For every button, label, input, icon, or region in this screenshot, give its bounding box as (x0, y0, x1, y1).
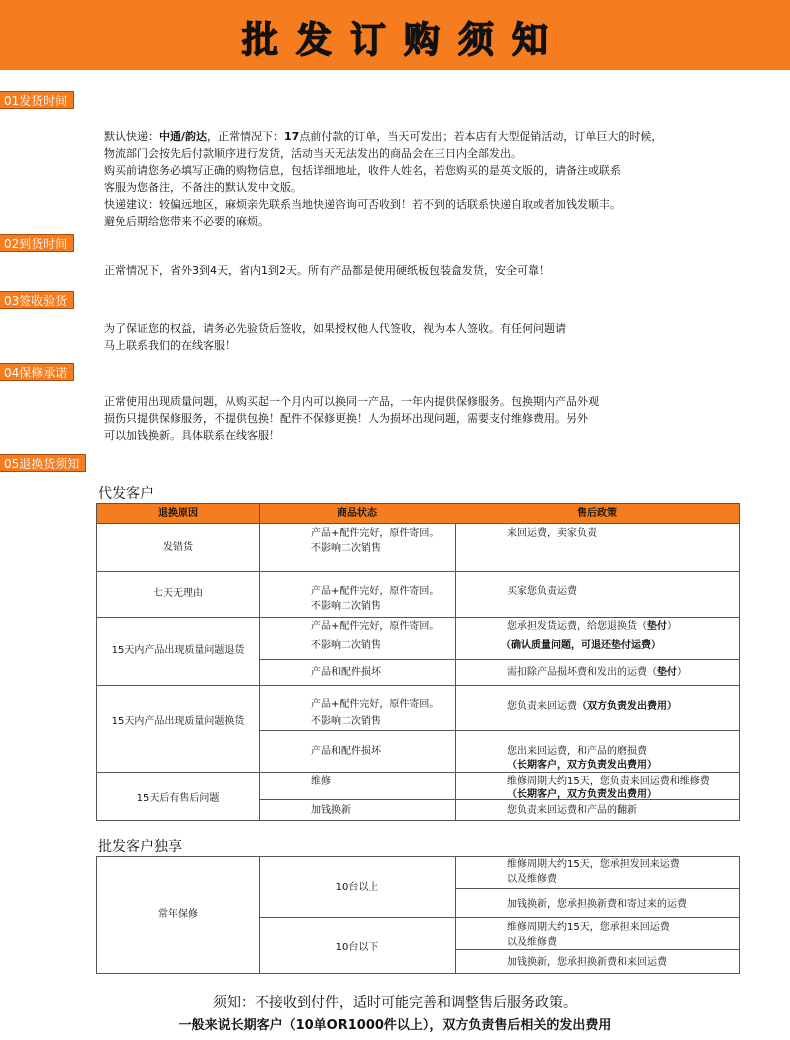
policy-line: 以及维修费 (507, 937, 557, 948)
text-line: 购买前请您务必填写正确的购物信息，包括详细地址，收件人姓名，若您购买的是英文版的，请备注或联系 (104, 164, 621, 177)
text-line: 马上联系我们的在线客服！ (104, 339, 236, 352)
table-title-dropship: 代发客户 (98, 486, 154, 502)
reason-seven-day: 七天无理由 (153, 588, 203, 599)
divider (455, 949, 739, 950)
state-line: 不影响二次销售 (311, 640, 381, 651)
policy-line: 您出来回运费，和产品的磨损费 (507, 746, 647, 757)
policy-line: 以及维修费 (507, 874, 557, 885)
section-text-warranty (104, 393, 744, 444)
state-line: 产品和配件损坏 (311, 667, 381, 678)
title-banner (0, 0, 790, 70)
text-line: 默认快递：中通/韵达，正常情况下：17点前付款的订单，当天可发出；若本店有大型促销活动，订单巨大的时候， (104, 130, 663, 143)
reason-quality-return: 15天内产品出现质量问题退货 (111, 645, 245, 656)
reason-lifetime-warranty: 常年保修 (158, 909, 198, 920)
section-label-returns: 05退换货须知 (0, 454, 86, 472)
table-dropship (96, 503, 740, 821)
divider (259, 917, 739, 918)
section-label-warranty: 04保修承诺 (0, 363, 74, 381)
section-text-inspection (104, 320, 744, 354)
divider (97, 617, 739, 618)
policy-line: 您承担发货运费，给您退换货（垫付） (507, 621, 677, 632)
divider (259, 857, 260, 973)
section-label-shipping-time: 01发货时间 (0, 91, 74, 109)
divider (97, 685, 739, 686)
section-label-arrival-time: 02到货时间 (0, 234, 74, 252)
header-reason: 退换原因 (97, 504, 259, 524)
reason-wrong-item: 发错货 (163, 542, 193, 553)
text-line: 快递建议：较偏远地区，麻烦亲先联系当地快递咨询可否收到！若不到的话联系快递自取或者加钱发顺丰。 (104, 198, 621, 211)
text-line: 物流部门会按先后付款顺序进行发货，活动当天无法发出的商品会在三日内全部发出。 (104, 147, 522, 160)
reason-after-15-days: 15天后有售后问题 (136, 793, 220, 804)
header-state: 商品状态 (259, 504, 455, 524)
state-line: 维修 (311, 776, 331, 787)
policy-line: （长期客户，双方负责发出费用） (507, 789, 657, 800)
divider (455, 524, 456, 820)
section-label-inspection: 03签收验货 (0, 291, 74, 309)
divider (259, 730, 739, 731)
divider (97, 571, 739, 572)
policy-line: 来回运费，卖家负责 (507, 528, 597, 539)
section-text-arrival-time (104, 262, 744, 279)
divider (259, 659, 739, 660)
policy-line: 需扣除产品损坏费和发出的运费（垫付） (507, 667, 687, 678)
state-line: 不影响二次销售 (311, 543, 381, 554)
policy-line: 加钱换新，您承担换新费和寄过来的运费 (507, 899, 687, 910)
text-line: 正常情况下，省外3到4天，省内1到2天。所有产品都是使用硬纸板包装盒发货，安全可靠！ (104, 264, 550, 277)
text-line: 正常使用出现质量问题，从购买起一个月内可以换同一产品，一年内提供保修服务。包换期内产品外观 (104, 395, 599, 408)
divider (259, 799, 739, 800)
policy-line: 维修周期大约15天，您负责来回运费和维修费 (507, 776, 710, 787)
policy-line: 您负责来回运费和产品的翻新 (507, 805, 637, 816)
divider (455, 888, 739, 889)
state-line: 产品+配件完好，原件寄回。 (311, 699, 440, 710)
text-line: 客服为您备注，不备注的默认发中文版。 (104, 181, 302, 194)
footer-notice: 须知：不接收到付件，适时可能完善和调整售后服务政策。 (213, 995, 577, 1011)
policy-line: 买家您负责运费 (507, 586, 577, 597)
qty-over-10: 10台以上 (335, 882, 379, 893)
policy-line: 您负责来回运费（双方负责发出费用） (507, 701, 677, 712)
state-line: 产品+配件完好，原件寄回。 (311, 528, 440, 539)
qty-under-10: 10台以下 (335, 942, 379, 953)
divider (455, 857, 456, 973)
text-line: 可以加钱换新。具体联系在线客服！ (104, 429, 280, 442)
policy-line: （长期客户，双方负责发出费用） (507, 760, 657, 771)
policy-line: 维修周期大约15天，您承担来回运费 (507, 922, 670, 933)
section-text-shipping-time (104, 128, 744, 230)
reason-quality-exchange: 15天内产品出现质量问题换货 (111, 716, 245, 727)
text-line: 损伤只提供保修服务，不提供包换！配件不保修更换！人为损坏出现问题，需要支付维修费用。另外 (104, 412, 588, 425)
text-line: 为了保证您的权益，请务必先验货后签收，如果授权他人代签收，视为本人签收。有任何问题请 (104, 322, 566, 335)
state-line: 不影响二次销售 (311, 716, 381, 727)
state-line: 加钱换新 (311, 805, 351, 816)
state-line: 产品+配件完好，原件寄回。 (311, 586, 440, 597)
table-title-wholesale: 批发客户独享 (98, 839, 182, 855)
policy-line: 维修周期大约15天，您承担发回来运费 (507, 859, 680, 870)
footer-bold-note: 一般来说长期客户（10单OR1000件以上），双方负责售后相关的发出费用 (178, 1018, 612, 1033)
state-line: 产品+配件完好，原件寄回。 (311, 621, 440, 632)
page-title: 批发订购须知 (241, 20, 566, 61)
table-wholesale (96, 856, 740, 974)
policy-line: 加钱换新，您承担换新费和来回运费 (507, 957, 667, 968)
text-line: 避免后期给您带来不必要的麻烦。 (104, 215, 269, 228)
policy-line: （确认质量问题，可退还垫付运费） (501, 640, 661, 651)
header-policy: 售后政策 (455, 504, 739, 524)
state-line: 不影响二次销售 (311, 601, 381, 612)
state-line: 产品和配件损坏 (311, 746, 381, 757)
